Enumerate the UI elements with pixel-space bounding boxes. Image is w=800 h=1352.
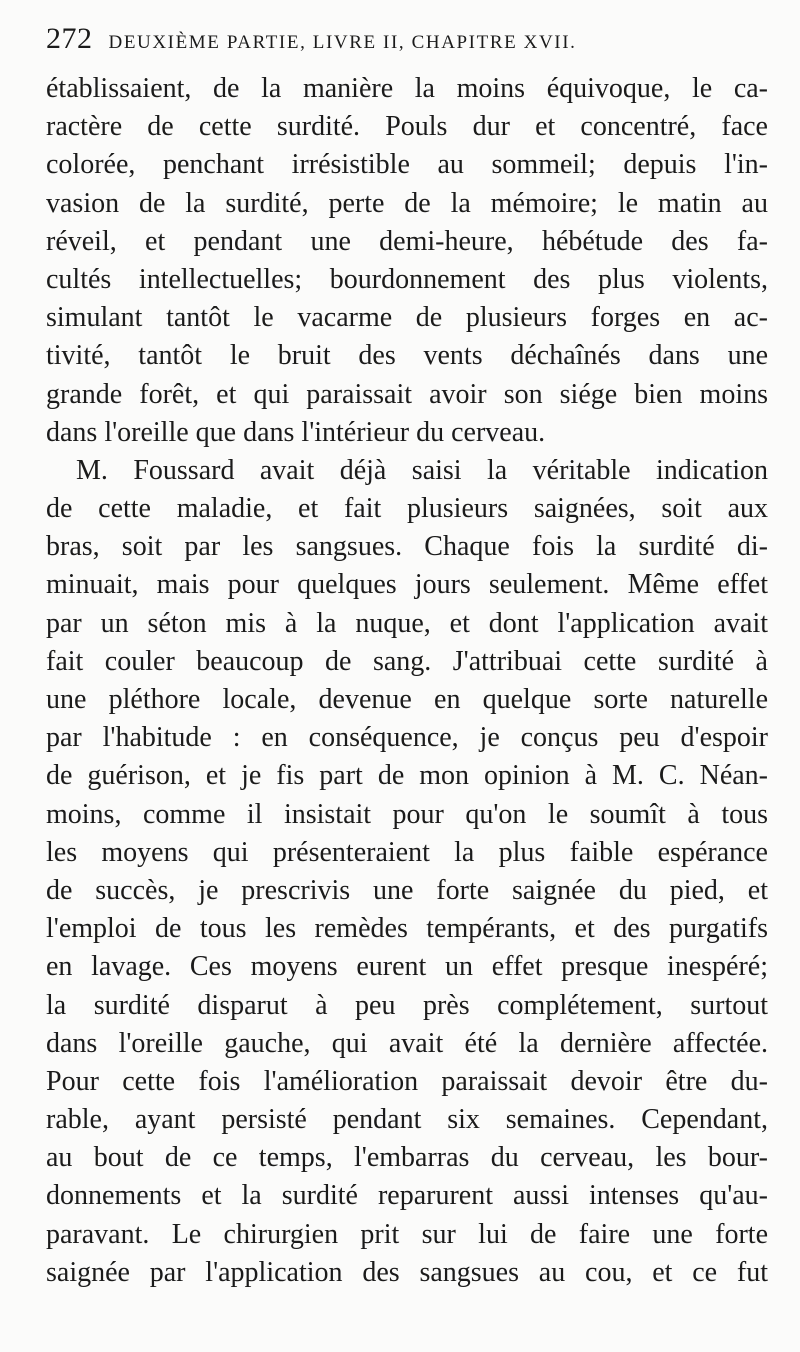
text-line: par l'habitude : en conséquence, je conçus peu d'espoir <box>46 722 768 754</box>
text-line: dans l'oreille gauche, qui avait été la dernière affectée. <box>46 1027 768 1059</box>
text-line: fait couler beaucoup de sang. J'attribuai cette surdité à <box>46 645 768 677</box>
text-line: établissaient, de la manière la moins équivoque, le ca- <box>46 73 768 104</box>
chapter-heading: DEUXIÈME PARTIE, LIVRE II, CHAPITRE XVII. <box>108 32 577 53</box>
paragraph-end-line: dans l'oreille que dans l'intérieur du cerveau. <box>46 416 546 448</box>
text-line: tivité, tantôt le bruit des vents déchaînés dans une <box>46 340 768 372</box>
text-line: bras, soit par les sangsues. Chaque fois la surdité di- <box>46 531 768 563</box>
text-line: une pléthore locale, devenue en quelque sorte naturelle <box>46 684 768 715</box>
text-line: de cette maladie, et fait plusieurs saignées, soit aux <box>46 493 768 525</box>
text-line: en lavage. Ces moyens eurent un effet presque inespéré; <box>46 951 768 983</box>
running-head <box>46 22 766 58</box>
text-line: ractère de cette surdité. Pouls dur et concentré, face <box>46 111 768 143</box>
text-line: colorée, penchant irrésistible au sommeil; depuis l'in- <box>46 149 768 181</box>
text-line: saignée par l'application des sangsues au cou, et ce fut <box>46 1256 768 1288</box>
text-line: au bout de ce temps, l'embarras du cerveau, les bour- <box>46 1142 768 1174</box>
text-line: l'emploi de tous les remèdes tempérants, et des purgatifs <box>46 913 768 945</box>
text-line: réveil, et pendant une demi-heure, hébétude des fa- <box>46 225 768 257</box>
text-line: simulant tantôt le vacarme de plusieurs forges en ac- <box>46 302 768 334</box>
text-line: vasion de la surdité, perte de la mémoire; le matin au <box>46 187 768 219</box>
text-line: cultés intellectuelles; bourdonnement des plus violents, <box>46 263 768 295</box>
text-line: minuait, mais pour quelques jours seulement. Même effet <box>46 569 768 601</box>
text-line: donnements et la surdité reparurent aussi intenses qu'au- <box>46 1180 768 1212</box>
text-line: grande forêt, et qui paraissait avoir son siége bien moins <box>46 378 768 410</box>
text-line: Pour cette fois l'amélioration paraissait devoir être du- <box>46 1065 768 1097</box>
body-text <box>46 70 768 1292</box>
text-line: paravant. Le chirurgien prit sur lui de faire une forte <box>46 1218 768 1250</box>
text-line: les moyens qui présenteraient la plus faible espérance <box>46 836 768 868</box>
paragraph-start-line: M. Foussard avait déjà saisi la véritable indication <box>76 454 768 486</box>
text-line: moins, comme il insistait pour qu'on le soumît à tous <box>46 798 768 830</box>
text-line: rable, ayant persisté pendant six semaines. Cependant, <box>46 1104 768 1136</box>
text-line: par un séton mis à la nuque, et dont l'application avait <box>46 607 768 639</box>
text-line: de guérison, et je fis part de mon opinion à M. C. Néan- <box>46 760 768 792</box>
text-line: la surdité disparut à peu près complétement, surtout <box>46 989 768 1021</box>
text-line: de succès, je prescrivis une forte saignée du pied, et <box>46 874 768 906</box>
page-number: 272 <box>46 22 93 55</box>
